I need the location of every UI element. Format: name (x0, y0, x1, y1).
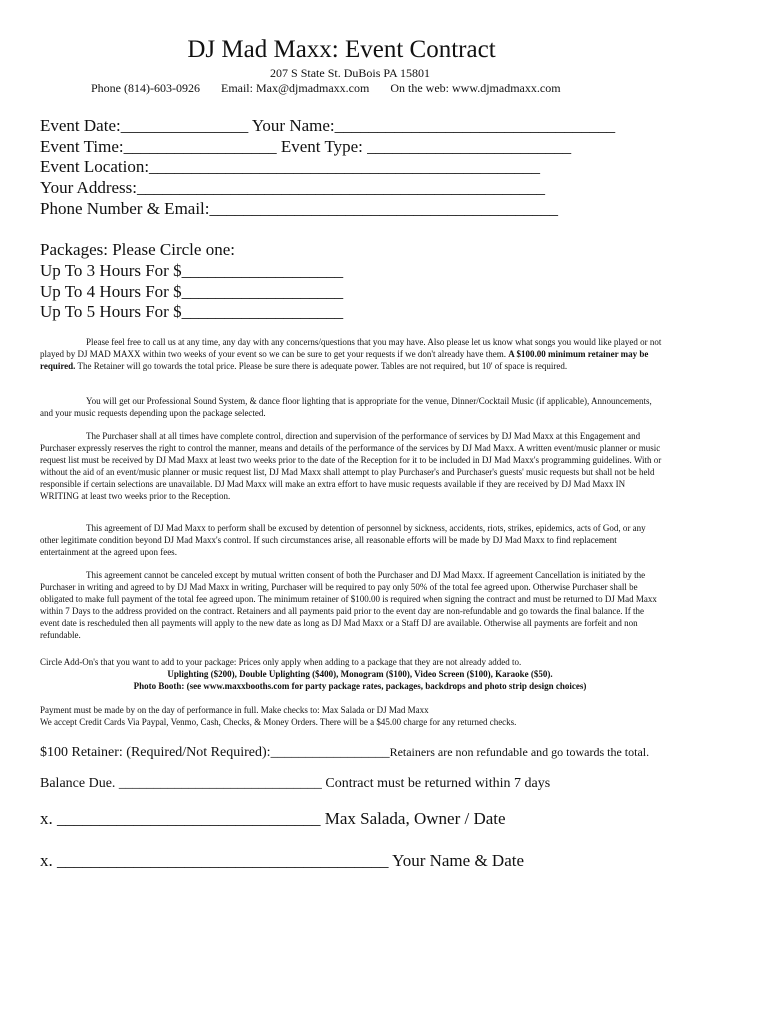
event-time-type-field: Event Time:__________________ Event Type: ________________________ (40, 137, 572, 156)
payment-line-2: We accept Credit Cards Via Paypal, Venmo, Cash, Checks, & Money Orders. There will be a $45.00 charge for any returned checks. (40, 717, 517, 727)
event-location-field: Event Location:______________________________________________ (40, 157, 541, 176)
terms-paragraph-3: The Purchaser shall at all times have complete control, direction and supervision of the performance of services by DJ Mad Maxx at this Engagement and Purchaser expressly reserves the right to control the manner, means and details of the performance of the services by DJ Mad Maxx. A written event/music planner or music request list must be received by DJ Mad Maxx at least two weeks prior to the date of the Reception for it to be included in DJ Mad Maxx's programming guidelines. With or without the aid of an event/music planner or music request list, DJ Mad Maxx shall attempt to play Purchaser's and Purchaser's guests' music requests but shall not be held responsible if certain selections are unavailable. DJ Mad Maxx will make an extra effort to have music requests available if they are received by DJ Mad Maxx IN WRITING at least two weeks prior to the Reception. (40, 431, 662, 501)
page-title: DJ Mad Maxx: Event Contract (187, 36, 496, 63)
client-signature-line: x. _______________________________________ Your Name & Date (40, 851, 525, 870)
payment-section (40, 704, 700, 728)
retainer-line (40, 744, 649, 761)
balance-due-line: Balance Due. _____________________________ Contract must be returned within 7 days (40, 776, 551, 791)
terms-paragraph-2: You will get our Professional Sound System, & dance floor lighting that is appropriate for the venue, Dinner/Cocktail Music (if applicable), Announcements, and your music requests depending upon the package selected. (40, 396, 652, 418)
your-address-field: Your Address:________________________________________________ (40, 178, 545, 197)
phone-number: Phone (814)-603-0926 (91, 81, 200, 95)
retainer-blank: _________________ (270, 745, 390, 760)
website: On the web: www.djmadmaxx.com (390, 81, 561, 95)
addons-section (40, 656, 680, 692)
retainer-label: $100 Retainer: (Required/Not Required): (40, 745, 271, 760)
terms-p1-text-2: The Retainer will go towards the total price. Please be sure there is adequate power. Tables are not required, but 10' of space is required. (77, 361, 568, 371)
terms-p1-text: Please feel free to call us at any time, any day with any concerns/questions that you may have. Also please let us know what songs you would like played or not played by DJ MAD MAXX within two weeks of your event so we can be sure to get your requests if we don't already have them. (40, 337, 662, 359)
addons-line-1: Uplighting ($200), Double Uplighting ($400), Monogram ($100), Video Screen ($100), Karaoke ($50). (167, 669, 553, 679)
packages-heading: Packages: Please Circle one: (40, 240, 235, 259)
payment-line-1: Payment must be made by on the day of performance in full. Make checks to: Max Salada or DJ Mad Maxx (40, 705, 429, 715)
terms-paragraph-1 (40, 336, 662, 372)
email-address: Email: Max@djmadmaxx.com (220, 81, 370, 95)
package-option-5-hours: Up To 5 Hours For $___________________ (40, 302, 344, 321)
package-option-3-hours: Up To 3 Hours For $___________________ (40, 261, 344, 280)
package-option-4-hours: Up To 4 Hours For $___________________ (40, 282, 344, 301)
retainer-notice: A $100.00 minimum retainer may be required. (40, 349, 649, 371)
terms-paragraph-5: This agreement cannot be canceled except by mutual written consent of both the Purchaser and DJ Mad Maxx. If agreement Cancellation is initiated by the Purchaser in writing and agreed to by DJ Mad Maxx in writing, Purchaser will be required to pay only 50% of the total fee agreed upon. Otherwise Purchaser shall be obligated to make full payment of the total fee agreed upon. The minimum retainer of $100.00 is required when signing the contract and must be returned to DJ Mad Maxx within 7 Days to the address provided on the contract. Retainers and all payments paid prior to the event day are non-refundable and go towards the final balance. If the event date is rescheduled then all payments will apply to the new date as long as DJ Mad Maxx or a Staff DJ are available. Otherwise all payments are forfeit and non refundable. (40, 570, 657, 640)
event-date-name-field: Event Date:_______________ Your Name:_________________________________ (40, 116, 616, 135)
contact-line (91, 81, 561, 96)
owner-signature-line: x. _______________________________ Max Salada, Owner / Date (40, 809, 506, 828)
phone-email-field: Phone Number & Email:_________________________________________ (40, 199, 559, 218)
retainer-note: Retainers are non refundable and go towards the total. (389, 745, 650, 759)
terms-paragraph-4: This agreement of DJ Mad Maxx to perform shall be excused by detention of personnel by sickness, accidents, riots, strikes, epidemics, acts of God, or any other legitimate condition beyond DJ Mad Maxx's control. If such circumstances arise, all reasonable efforts will be made by DJ Mad Maxx to find replacement entertainment at the agreed upon fees. (40, 523, 646, 557)
addons-line-2: Photo Booth: (see www.maxxbooths.com for party package rates, packages, backdrops and photo strip design choices) (133, 681, 587, 691)
addons-intro: Circle Add-On's that you want to add to your package: Prices only apply when adding to a package that they are not already added to. (40, 657, 522, 667)
business-address: 207 S State St. DuBois PA 15801 (270, 66, 430, 80)
